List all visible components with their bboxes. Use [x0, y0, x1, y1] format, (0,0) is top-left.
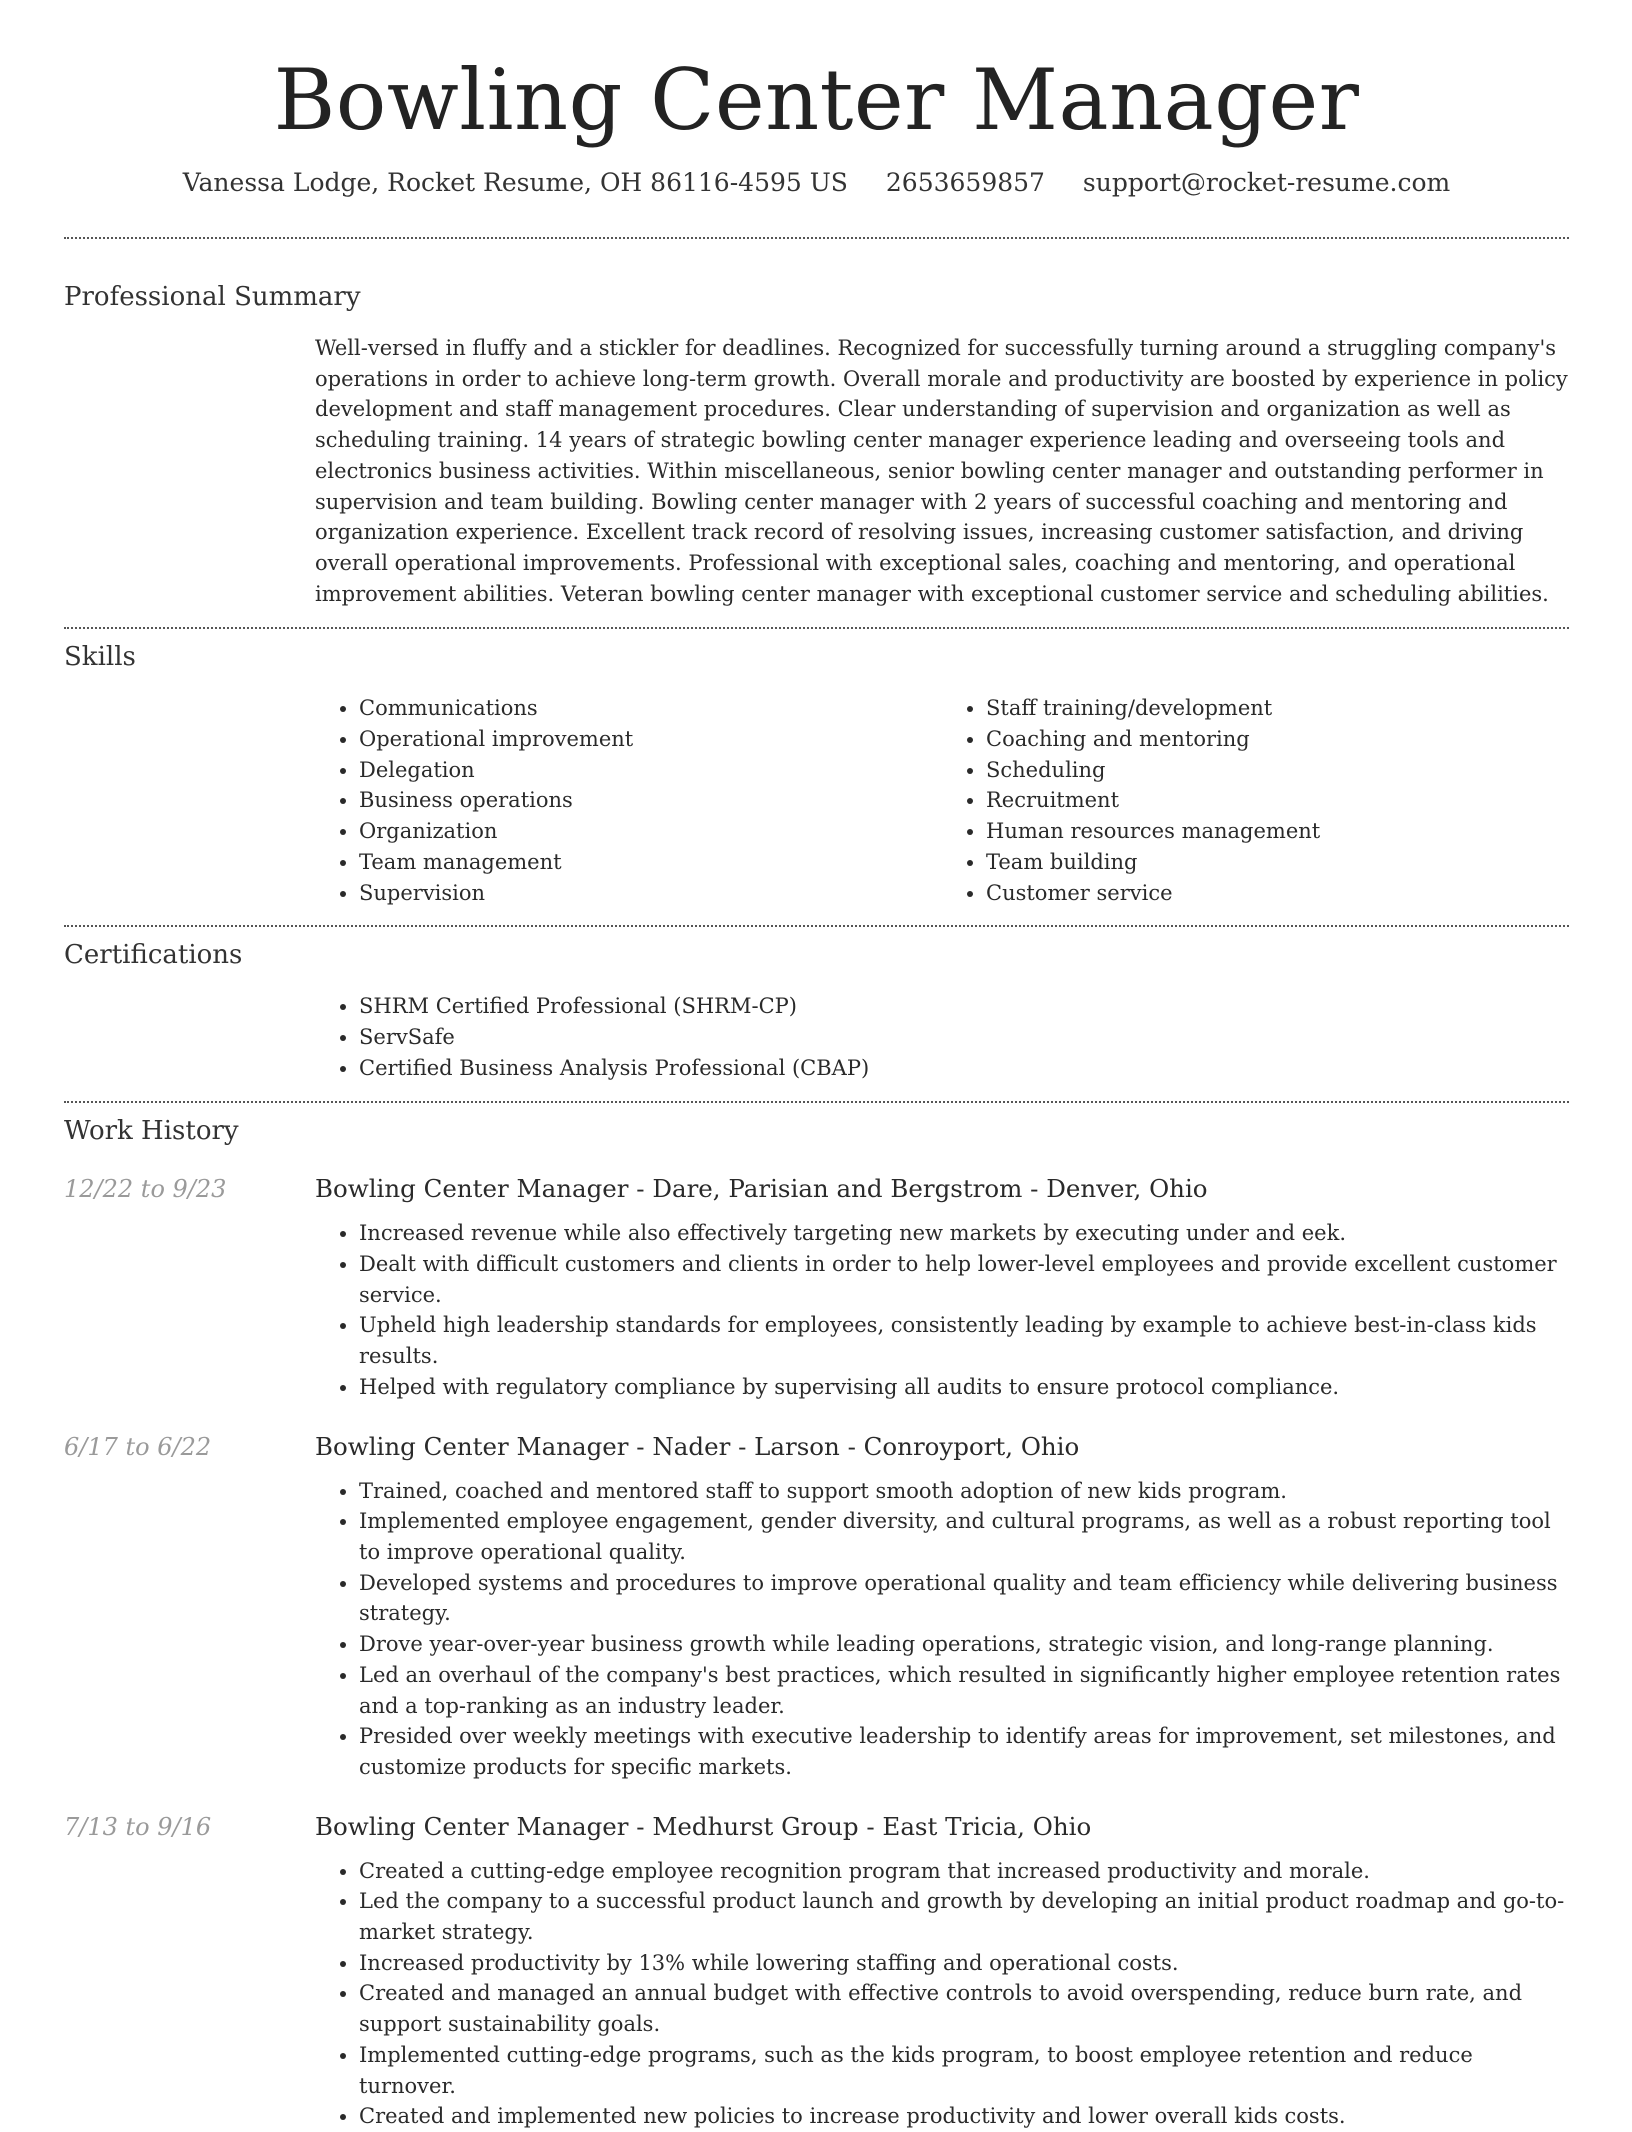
job-bullet: • Helped with regulatory compliance by supervising all audits to ensure protocol compliance.	[359, 1372, 1569, 1403]
job-bullet: • Dealt with difficult customers and clients in order to help lower-level employees and provide excellent customer service.	[359, 1249, 1569, 1310]
job-bullet: • Trained, coached and mentored staff to support smooth adoption of new kids program.	[359, 1476, 1569, 1507]
certification-item: • SHRM Certified Professional (SHRM-CP)	[359, 991, 1569, 1022]
job-bullet: • Developed systems and procedures to improve operational quality and team efficiency while delivering business strategy.	[359, 1568, 1569, 1629]
certifications-heading: Certifications	[64, 940, 243, 971]
contact-address: Vanessa Lodge, Rocket Resume, OH 86116-4595 US	[182, 168, 848, 197]
job-entry	[64, 1430, 1569, 1783]
work-history-heading: Work History	[64, 1116, 239, 1147]
job-bullet: • Led the company to a successful product launch and growth by developing an initial product roadmap and go-to-market strategy.	[359, 1886, 1569, 1947]
skills-column-right	[942, 693, 1569, 908]
certification-item: • ServSafe	[359, 1022, 1569, 1053]
skill-item: • Staff training/development	[986, 693, 1569, 724]
skill-item: • Customer service	[986, 878, 1569, 909]
job-bullet: • Upheld high leadership standards for employees, consistently leading by example to achieve best-in-class kids results.	[359, 1310, 1569, 1371]
job-dates: 12/22 to 9/23	[64, 1175, 227, 1204]
skill-item: • Scheduling	[986, 755, 1569, 786]
job-bullets	[315, 1218, 1569, 1402]
section-divider	[64, 1101, 1569, 1103]
job-bullet: • Increased productivity by 13% while lowering staffing and operational costs.	[359, 1948, 1569, 1979]
skills-column-left	[315, 693, 942, 908]
job-bullet: • Drove year-over-year business growth while leading operations, strategic vision, and long-range planning.	[359, 1629, 1569, 1660]
job-bullet: • Implemented employee engagement, gender diversity, and cultural programs, as well as a robust reporting tool to improve operational quality.	[359, 1506, 1569, 1567]
certification-item: • Certified Business Analysis Professional (CBAP)	[359, 1053, 1569, 1084]
job-bullet: • Created a cutting-edge employee recognition program that increased productivity and morale.	[359, 1856, 1569, 1887]
contact-line	[64, 166, 1569, 200]
summary-heading: Professional Summary	[64, 282, 361, 312]
job-title: Bowling Center Manager - Medhurst Group - East Tricia, Ohio	[315, 1811, 1092, 1841]
contact-phone: 2653659857	[885, 168, 1045, 197]
certifications-list	[315, 991, 1569, 1083]
skill-item: • Delegation	[359, 755, 942, 786]
job-dates: 6/17 to 6/22	[64, 1432, 212, 1461]
job-bullet: • Increased revenue while also effectively targeting new markets by executing under and eek.	[359, 1218, 1569, 1249]
contact-email: support@rocket-resume.com	[1082, 168, 1451, 197]
resume-title: Bowling Center Manager	[273, 51, 1360, 149]
job-entry	[64, 1172, 1569, 1402]
skill-item: • Operational improvement	[359, 724, 942, 755]
skill-item: • Recruitment	[986, 785, 1569, 816]
skill-item: • Communications	[359, 693, 942, 724]
job-title: Bowling Center Manager - Dare, Parisian and Bergstrom - Denver, Ohio	[315, 1174, 1208, 1204]
job-bullets	[315, 1856, 1569, 2132]
skill-item: • Coaching and mentoring	[986, 724, 1569, 755]
skills-list	[315, 693, 1569, 908]
job-bullet: • Created and managed an annual budget with effective controls to avoid overspending, reduce burn rate, and support sustainability goals.	[359, 1978, 1569, 2039]
job-title: Bowling Center Manager - Nader - Larson - Conroyport, Ohio	[315, 1431, 1080, 1461]
skill-item: • Team building	[986, 847, 1569, 878]
job-bullet: • Presided over weekly meetings with executive leadership to identify areas for improvement, set milestones, and customize products for specific markets.	[359, 1721, 1569, 1782]
job-bullet: • Led an overhaul of the company's best practices, which resulted in significantly higher employee retention rates and a top-ranking as an industry leader.	[359, 1660, 1569, 1721]
skill-item: • Team management	[359, 847, 942, 878]
skill-item: • Organization	[359, 816, 942, 847]
skill-item: • Supervision	[359, 878, 942, 909]
section-divider	[64, 627, 1569, 629]
skill-item: • Business operations	[359, 785, 942, 816]
skill-item: • Human resources management	[986, 816, 1569, 847]
resume-page	[64, 0, 1569, 2132]
job-entry	[64, 1810, 1569, 2132]
job-dates: 7/13 to 9/16	[64, 1812, 212, 1841]
skills-heading: Skills	[64, 642, 136, 673]
job-bullet: • Created and implemented new policies to increase productivity and lower overall kids costs.	[359, 2101, 1569, 2132]
section-divider	[64, 925, 1569, 927]
job-bullet: • Implemented cutting-edge programs, such as the kids program, to boost employee retention and reduce turnover.	[359, 2040, 1569, 2101]
job-bullets	[315, 1476, 1569, 1783]
summary-text: Well-versed in fluffy and a stickler for deadlines. Recognized for successfully turning around a struggling company's operations in order to achieve long-term growth. Overall morale and productivity are boosted by experience in policy development and staff management procedures. Clear understanding of supervision and organization as well as scheduling training. 14 years of strategic bowling center manager experience leading and overseeing tools and electronics business activities. Within miscellaneous, senior bowling center manager and outstanding performer in supervision and team building. Bowling center manager with 2 years of successful coaching and mentoring and organization experience. Excellent track record of resolving issues, increasing customer satisfaction, and driving overall operational improvements. Professional with exceptional sales, coaching and mentoring, and operational improvement abilities. Veteran bowling center manager with exceptional customer service and scheduling abilities.	[315, 336, 1568, 606]
section-divider	[64, 237, 1569, 239]
